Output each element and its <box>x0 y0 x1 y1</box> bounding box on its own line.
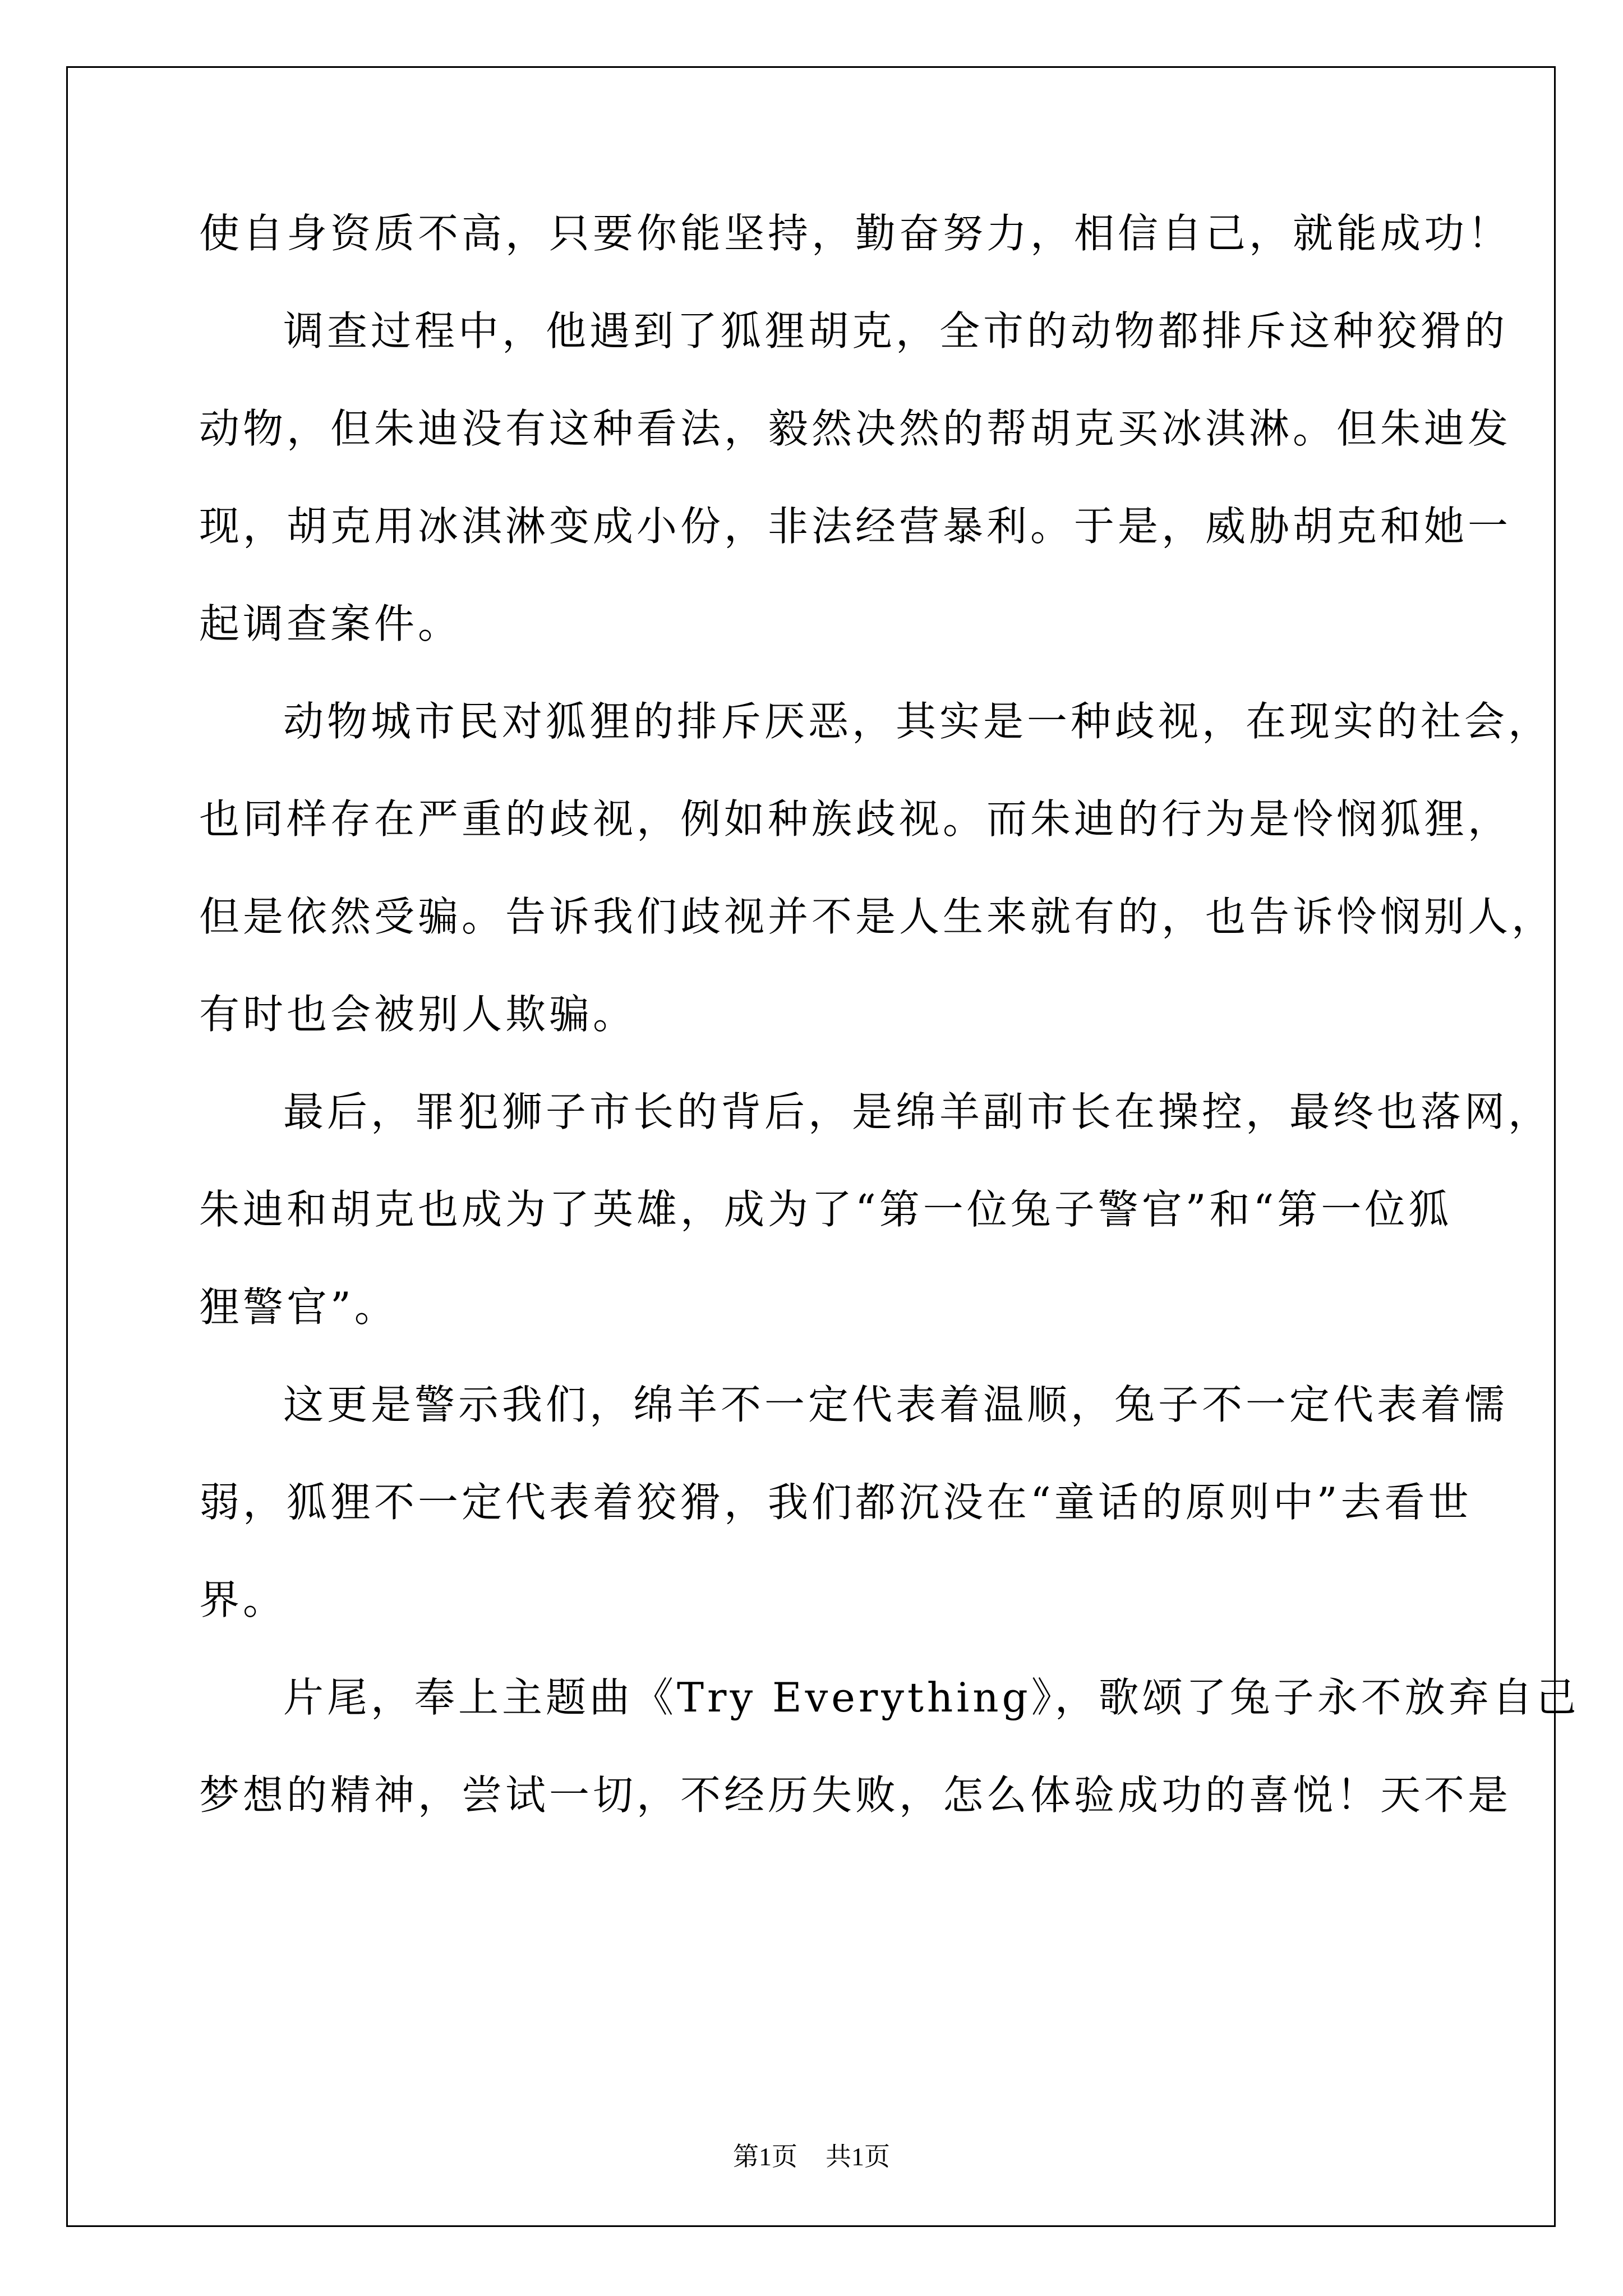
text-line: 有时也会被别人欺骗。 <box>199 991 637 1038</box>
page-footer <box>0 2136 1623 2173</box>
text-line: 现，胡克用冰淇淋变成小份，非法经营暴利。于是，威胁胡克和她一 <box>199 503 1512 550</box>
text-line: 调查过程中，他遇到了狐狸胡克，全市的动物都排斥这种狡猾的 <box>283 307 1509 355</box>
text-line: 但是依然受骗。告诉我们歧视并不是人生来就有的，也告诉怜悯别人， <box>199 893 1556 940</box>
text-line: 最后，罪犯狮子市长的背后，是绵羊副市长在操控，最终也落网， <box>283 1088 1552 1135</box>
document-body <box>199 210 1580 1872</box>
text-line: 动物，但朱迪没有这种看法，毅然决然的帮胡克买冰淇淋。但朱迪发 <box>199 405 1512 452</box>
text-line: 狸警官”。 <box>199 1283 398 1331</box>
page-total: 共1页 <box>826 2142 890 2171</box>
text-line: 梦想的精神，尝试一切，不经历失败，怎么体验成功的喜悦！天不是 <box>199 1772 1512 1819</box>
text-line: 使自身资质不高，只要你能坚持，勤奋努力，相信自己，就能成功！ <box>199 210 1512 257</box>
text-line: 动物城市民对狐狸的排斥厌恶，其实是一种歧视，在现实的社会， <box>283 698 1552 745</box>
page-number: 第1页 <box>733 2142 797 2171</box>
text-line: 朱迪和胡克也成为了英雄，成为了“第一位兔子警官”和“第一位狐 <box>199 1186 1453 1233</box>
text-line: 界。 <box>199 1576 287 1623</box>
text-line: 弱，狐狸不一定代表着狡猾，我们都沉没在“童话的原则中”去看世 <box>199 1479 1472 1526</box>
text-line: 也同样存在严重的歧视，例如种族歧视。而朱迪的行为是怜悯狐狸， <box>199 795 1512 843</box>
text-line: 片尾，奉上主题曲《Try Everything》，歌颂了兔子永不放弃自己 <box>283 1674 1580 1721</box>
text-line: 这更是警示我们，绵羊不一定代表着温顺，兔子不一定代表着懦 <box>283 1381 1509 1428</box>
text-line: 起调查案件。 <box>199 600 462 647</box>
